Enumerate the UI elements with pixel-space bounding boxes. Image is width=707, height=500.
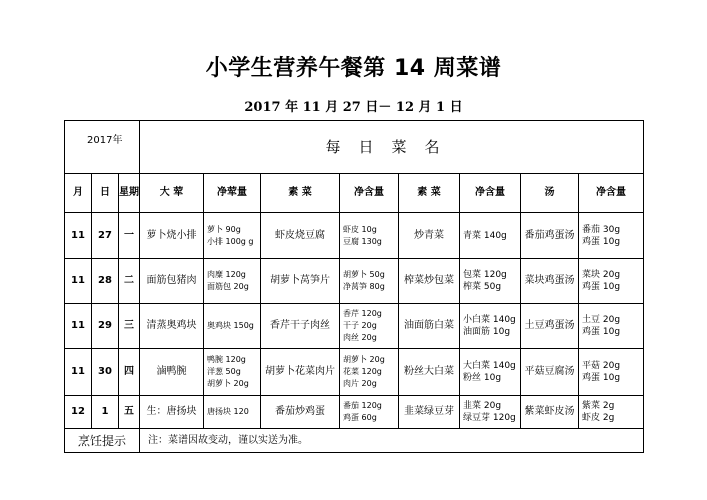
ingredient-line: 青菜 140g xyxy=(463,230,507,241)
date-range: 2017 年 11 月 27 日－ 12 月 1 日 xyxy=(244,100,463,115)
day-cell: 28 xyxy=(92,259,119,304)
veg2-net-cell xyxy=(460,304,521,349)
soup-dish-cell: 番茄鸡蛋汤 xyxy=(521,213,579,259)
ingredient-line: 平菇 20g xyxy=(582,361,621,371)
main-net-cell xyxy=(204,349,261,396)
main-dish-cell: 生：唐扬块 xyxy=(140,396,204,429)
month-cell: 12 xyxy=(65,396,92,429)
veg2-net-cell xyxy=(460,259,521,304)
table-row xyxy=(65,349,644,396)
veg1-dish-cell: 胡萝卜花菜肉片 xyxy=(261,349,340,396)
ingredient-line: 净莴笋 80g xyxy=(343,282,385,291)
column-header-row xyxy=(65,174,644,213)
veg1-dish-cell: 虾皮烧豆腐 xyxy=(261,213,340,259)
tips-text: 注：菜谱因故变动，谨以实送为准。 xyxy=(140,429,644,453)
ingredient-line: 豆腐 130g xyxy=(343,236,382,246)
daily-menu-title: 每日菜名 xyxy=(140,121,644,174)
soup-dish-cell: 紫菜虾皮汤 xyxy=(521,396,579,429)
veg1-dish-cell: 胡萝卜莴笋片 xyxy=(261,259,340,304)
veg2-net-cell xyxy=(460,396,521,429)
soup-net-cell xyxy=(579,304,644,349)
veg2-dish-cell: 粉丝大白菜 xyxy=(399,349,460,396)
col-veg2: 素 菜 xyxy=(399,174,460,213)
ingredient-line: 鸡蛋 10g xyxy=(582,282,621,292)
ingredient-line: 小排 100g g xyxy=(207,236,254,246)
col-main-net: 净荤量 xyxy=(204,174,261,213)
main-net-cell xyxy=(204,396,261,429)
weekday-cell: 四 xyxy=(119,349,140,396)
veg1-dish-cell: 番茄炒鸡蛋 xyxy=(261,396,340,429)
soup-dish-cell: 平菇豆腐汤 xyxy=(521,349,579,396)
veg1-net-cell xyxy=(340,259,399,304)
main-dish-cell: 清蒸奥鸡块 xyxy=(140,304,204,349)
main-dish-cell: 面筋包猪肉 xyxy=(140,259,204,304)
weekday-cell: 三 xyxy=(119,304,140,349)
main-dish-cell: 萝卜烧小排 xyxy=(140,213,204,259)
tips-label: 烹饪提示 xyxy=(65,429,140,453)
table-row xyxy=(65,213,644,259)
ingredient-line: 鸡蛋 10g xyxy=(582,236,621,247)
veg2-net-cell xyxy=(460,213,521,259)
ingredient-line: 番茄 30g xyxy=(582,224,621,235)
col-veg1: 素 菜 xyxy=(261,174,340,213)
menu-table xyxy=(64,120,644,453)
soup-net-cell xyxy=(579,259,644,304)
page-title: 小学生营养午餐第 14 周菜谱 xyxy=(205,56,502,81)
main-net-cell xyxy=(204,259,261,304)
main-net-cell xyxy=(204,213,261,259)
ingredient-line: 奥鸡块 150g xyxy=(207,321,254,330)
col-veg1-net: 净含量 xyxy=(340,174,399,213)
ingredient-line: 肉丝 20g xyxy=(343,333,377,342)
col-veg2-net: 净含量 xyxy=(460,174,521,213)
veg2-dish-cell: 榨菜炒包菜 xyxy=(399,259,460,304)
col-main: 大 荤 xyxy=(140,174,204,213)
ingredient-line: 面筋包 20g xyxy=(207,282,249,291)
ingredient-line: 大白菜 140g xyxy=(463,361,516,371)
ingredient-line: 虾皮 10g xyxy=(343,224,377,234)
ingredient-line: 萝卜 90g xyxy=(207,224,241,234)
ingredient-line: 鸡蛋 10g xyxy=(582,327,621,337)
day-cell: 27 xyxy=(92,213,119,259)
ingredient-line: 洋葱 50g xyxy=(207,367,241,376)
veg2-dish-cell: 韭菜绿豆芽 xyxy=(399,396,460,429)
soup-net-cell xyxy=(579,396,644,429)
month-cell: 11 xyxy=(65,304,92,349)
ingredient-line: 鸭腕 120g xyxy=(207,355,246,364)
veg2-net-cell xyxy=(460,349,521,396)
ingredient-line: 粉丝 10g xyxy=(463,373,502,383)
col-soup: 汤 xyxy=(521,174,579,213)
ingredient-line: 包菜 120g xyxy=(463,270,507,280)
ingredient-line: 肉片 20g xyxy=(343,379,377,388)
col-day: 日 xyxy=(92,174,119,213)
year-cell: 2017年 xyxy=(65,121,140,174)
veg2-dish-cell: 油面筋白菜 xyxy=(399,304,460,349)
main-net-cell xyxy=(204,304,261,349)
ingredient-line: 榨菜 50g xyxy=(463,282,502,292)
weekday-cell: 二 xyxy=(119,259,140,304)
ingredient-line: 鸡蛋 60g xyxy=(343,413,377,422)
soup-dish-cell: 菜块鸡蛋汤 xyxy=(521,259,579,304)
veg1-net-cell xyxy=(340,304,399,349)
ingredient-line: 肉糜 120g xyxy=(207,270,246,279)
veg1-net-cell xyxy=(340,349,399,396)
ingredient-line: 虾皮 2g xyxy=(582,413,615,423)
month-cell: 11 xyxy=(65,259,92,304)
ingredient-line: 菜块 20g xyxy=(582,270,621,280)
tips-row xyxy=(65,429,644,453)
month-cell: 11 xyxy=(65,349,92,396)
table-row xyxy=(65,304,644,349)
ingredient-line: 绿豆芽 120g xyxy=(463,413,516,423)
veg2-dish-cell: 炒青菜 xyxy=(399,213,460,259)
ingredient-line: 鸡蛋 10g xyxy=(582,373,621,383)
ingredient-line: 唐扬块 120 xyxy=(207,407,249,416)
col-soup-net: 净含量 xyxy=(579,174,644,213)
ingredient-line: 胡萝卜 50g xyxy=(343,270,385,279)
day-cell: 29 xyxy=(92,304,119,349)
weekday-cell: 一 xyxy=(119,213,140,259)
table-header-top xyxy=(65,121,644,174)
ingredient-line: 花菜 120g xyxy=(343,367,382,376)
main-dish-cell: 滷鸭腕 xyxy=(140,349,204,396)
ingredient-line: 土豆 20g xyxy=(582,315,621,325)
veg1-net-cell xyxy=(340,213,399,259)
ingredient-line: 紫菜 2g xyxy=(582,401,615,411)
day-cell: 1 xyxy=(92,396,119,429)
table-row xyxy=(65,259,644,304)
weekday-cell: 五 xyxy=(119,396,140,429)
ingredient-line: 油面筋 10g xyxy=(463,327,511,337)
ingredient-line: 胡萝卜 20g xyxy=(207,379,249,388)
soup-dish-cell: 土豆鸡蛋汤 xyxy=(521,304,579,349)
veg1-net-cell xyxy=(340,396,399,429)
veg1-dish-cell: 香芹干子肉丝 xyxy=(261,304,340,349)
ingredient-line: 韭菜 20g xyxy=(463,401,502,411)
ingredient-line: 番茄 120g xyxy=(343,401,382,410)
day-cell: 30 xyxy=(92,349,119,396)
ingredient-line: 干子 20g xyxy=(343,321,377,330)
col-weekday: 星期 xyxy=(119,174,140,213)
month-cell: 11 xyxy=(65,213,92,259)
ingredient-line: 香芹 120g xyxy=(343,309,382,318)
soup-net-cell xyxy=(579,349,644,396)
ingredient-line: 小白菜 140g xyxy=(463,315,516,325)
table-row xyxy=(65,396,644,429)
ingredient-line: 胡萝卜 20g xyxy=(343,355,385,364)
col-month: 月 xyxy=(65,174,92,213)
soup-net-cell xyxy=(579,213,644,259)
